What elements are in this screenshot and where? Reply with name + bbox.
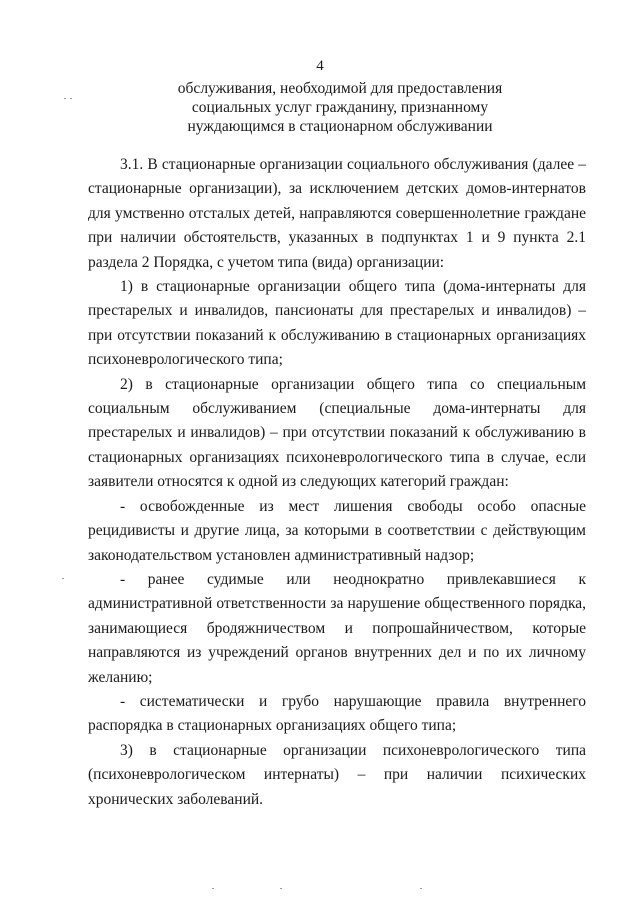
paragraph-dash-2: - ранее судимые или неоднократно привлекавшиеся к административной ответственности за нарушение общественного порядка, занимающиеся бродяжничеством и попрошайничеством, которые направляются из учреждений органов внутренних дел и по их личному желанию; <box>88 570 586 686</box>
paragraph-item-1: 1) в стационарные организации общего типа (дома-интернаты для престарелых и инвалидов, пансионаты для престарелых и инвалидов) – при отсутствии показаний к обслуживанию в стационарных организациях психоневрологического типа; <box>88 278 586 369</box>
scan-artifact <box>212 888 214 889</box>
page-number: 4 <box>316 58 324 74</box>
paragraph-dash-3: - систематически и грубо нарушающие правила внутреннего распорядка в стационарных организациях общего типа; <box>88 692 586 735</box>
section-heading <box>120 79 560 136</box>
scan-artifact <box>64 98 66 99</box>
scan-artifact <box>280 888 282 889</box>
scan-artifact <box>62 578 64 579</box>
heading-line: нуждающимся в стационарном обслуживании <box>187 118 493 135</box>
paragraph-item-3: 3) в стационарные организации психоневрологического типа (психоневрологическом интернаты) – при наличии психических хронических заболеваний. <box>88 741 586 808</box>
paragraph-3-1: 3.1. В стационарные организации социального обслуживания (далее – стационарные организации), за исключением детских домов-интернатов для умственно отсталых детей, направляются совершеннолетние граждане при наличии обстоятельств, указанных в подпунктах 1 и 9 пункта 2.1 раздела 2 Порядка, с учетом типа (вида) организации: <box>88 156 586 271</box>
heading-line: социальных услуг гражданину, признанному <box>191 99 489 116</box>
paragraph-item-2: 2) в стационарные организации общего типа со специальным социальным обслуживанием (специальные дома-интернаты для престарелых и инвалидов) – при отсутствии показаний к обслуживанию в стационарных организациях психоневрологического типа в случае, если заявители относятся к одной из следующих категорий граждан: <box>88 375 586 491</box>
scan-artifact <box>70 98 72 99</box>
heading-line: обслуживания, необходимой для предоставления <box>177 80 503 97</box>
document-body <box>88 153 586 812</box>
paragraph-dash-1: - освобожденные из мест лишения свободы особо опасные рецидивисты и другие лица, за которыми в соответствии с действующим законодательством установлен административный надзор; <box>88 497 586 564</box>
scan-artifact <box>420 888 422 889</box>
